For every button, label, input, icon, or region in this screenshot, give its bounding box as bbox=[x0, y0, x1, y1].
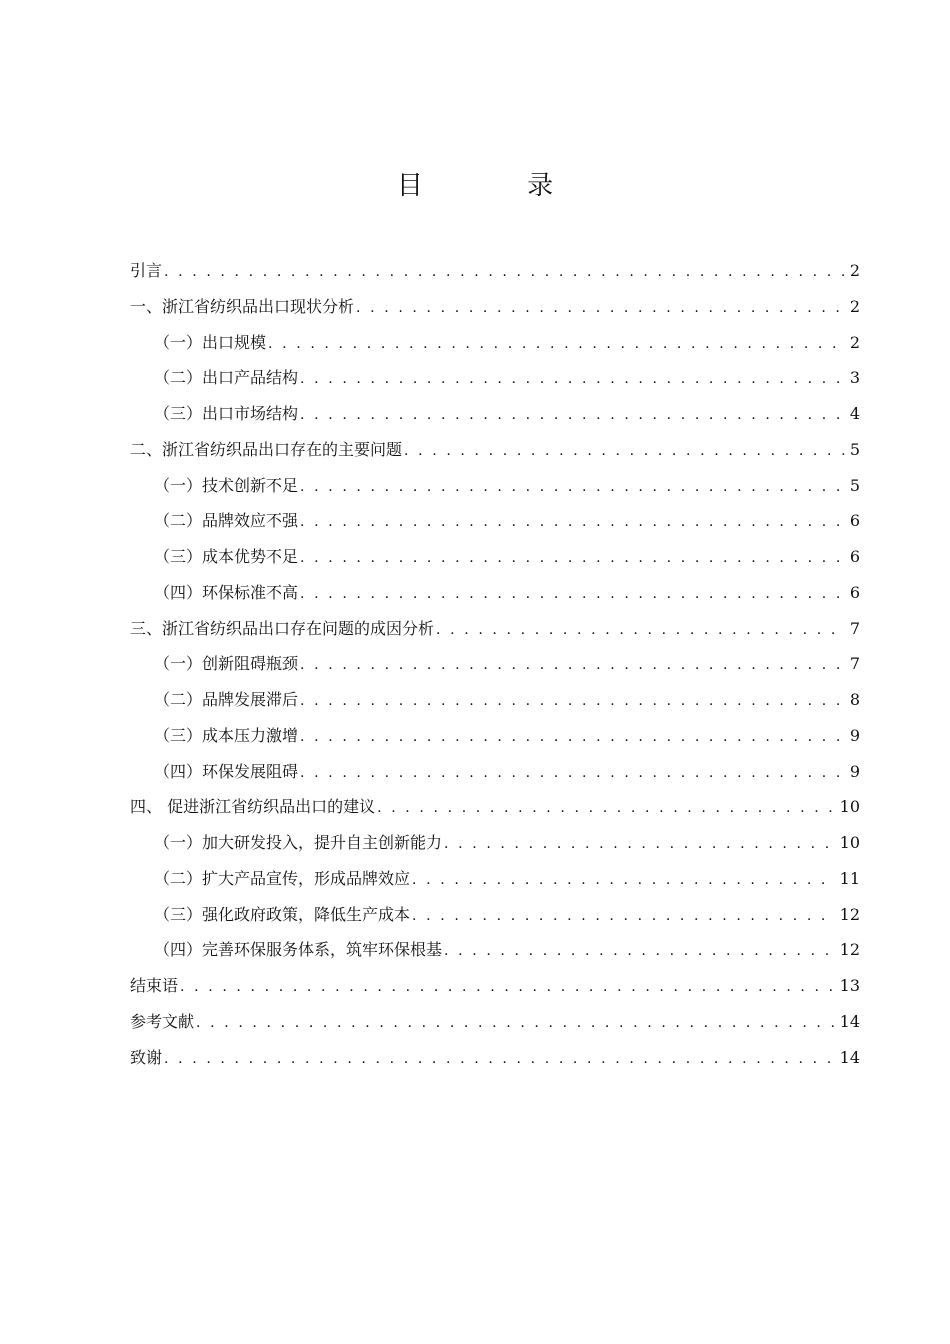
toc-entry-label: （二）品牌效应不强 bbox=[154, 511, 299, 531]
toc-entry-label: 致谢 bbox=[130, 1047, 163, 1067]
toc-entry[interactable] bbox=[130, 331, 860, 367]
toc-leader-dots bbox=[300, 367, 846, 391]
toc-entry[interactable] bbox=[130, 760, 860, 796]
toc-entry-label: 一、浙江省纺织品出口现状分析 bbox=[130, 296, 355, 316]
toc-entry-page: 12 bbox=[839, 940, 860, 960]
toc-entry-page: 13 bbox=[839, 976, 860, 995]
toc-entry[interactable] bbox=[130, 903, 860, 939]
toc-entry-label: （一）技术创新不足 bbox=[154, 475, 299, 495]
toc-leader-dots bbox=[436, 618, 846, 642]
toc-leader-dots bbox=[300, 403, 846, 427]
toc-entry[interactable] bbox=[130, 1010, 860, 1046]
toc-entry[interactable] bbox=[130, 402, 860, 438]
toc-entry[interactable] bbox=[130, 867, 860, 903]
toc-leader-dots bbox=[164, 260, 846, 284]
toc-leader-dots bbox=[268, 332, 846, 356]
toc-leader-dots bbox=[300, 510, 846, 534]
toc-entry-label: （三）成本优势不足 bbox=[154, 547, 299, 566]
toc-entry-page: 7 bbox=[849, 618, 860, 638]
toc-entry-label: （二）出口产品结构 bbox=[154, 368, 299, 388]
toc-entry-page: 8 bbox=[849, 690, 860, 709]
toc-leader-dots bbox=[412, 868, 836, 892]
toc-entry[interactable] bbox=[130, 1046, 860, 1082]
toc-entry[interactable] bbox=[130, 259, 860, 295]
toc-entry[interactable] bbox=[130, 617, 860, 653]
toc-entry-label: 三、浙江省纺织品出口存在问题的成因分析 bbox=[130, 618, 435, 638]
toc-entry-page: 11 bbox=[839, 868, 860, 888]
toc-leader-dots bbox=[300, 475, 846, 499]
toc-entry-page: 2 bbox=[849, 296, 860, 316]
toc-entry-page: 10 bbox=[839, 833, 860, 852]
toc-entry-page: 2 bbox=[849, 332, 860, 352]
toc-leader-dots bbox=[377, 796, 836, 820]
toc-leader-dots bbox=[300, 689, 846, 713]
toc-leader-dots bbox=[356, 296, 846, 320]
toc-entry[interactable] bbox=[130, 795, 860, 831]
toc-entry-label: （一）创新阻碍瓶颈 bbox=[154, 654, 299, 674]
toc-leader-dots bbox=[164, 1047, 836, 1071]
toc-leader-dots bbox=[300, 653, 846, 677]
toc-entry[interactable] bbox=[130, 688, 860, 724]
toc-entry-label: （二）扩大产品宣传，形成品牌效应 bbox=[154, 868, 411, 888]
toc-leader-dots bbox=[300, 582, 846, 606]
toc-entry-label: （四）环保发展阻碍 bbox=[154, 761, 299, 781]
toc-entry[interactable] bbox=[130, 295, 860, 331]
toc-entry[interactable] bbox=[130, 652, 860, 688]
toc-entry-page: 12 bbox=[839, 904, 860, 924]
toc-leader-dots bbox=[180, 975, 836, 999]
toc-entry-page: 14 bbox=[839, 1047, 860, 1067]
toc-entry-page: 10 bbox=[839, 797, 860, 817]
toc-entry-label: 参考文献 bbox=[130, 1011, 195, 1031]
toc-entry-label: （三）强化政府政策，降低生产成本 bbox=[154, 904, 411, 924]
toc-entry-label: 二、浙江省纺织品出口存在的主要问题 bbox=[130, 439, 403, 459]
table-of-contents bbox=[130, 259, 860, 1081]
toc-leader-dots bbox=[300, 546, 846, 570]
toc-entry[interactable] bbox=[130, 724, 860, 760]
toc-entry-page: 6 bbox=[849, 511, 860, 531]
toc-entry-label: （四）环保标准不高 bbox=[154, 582, 299, 602]
toc-entry[interactable] bbox=[130, 974, 860, 1010]
toc-leader-dots bbox=[300, 761, 846, 785]
toc-leader-dots bbox=[196, 1011, 836, 1035]
toc-entry-label: （三）出口市场结构 bbox=[154, 404, 299, 423]
toc-entry-label: （二）品牌发展滞后 bbox=[154, 690, 299, 709]
toc-entry-page: 7 bbox=[849, 654, 860, 674]
toc-entry[interactable] bbox=[130, 474, 860, 510]
toc-entry-label: 引言 bbox=[130, 261, 163, 280]
toc-leader-dots bbox=[300, 725, 846, 749]
toc-entry-page: 2 bbox=[849, 261, 860, 280]
toc-entry[interactable] bbox=[130, 438, 860, 474]
toc-entry-page: 9 bbox=[849, 725, 860, 745]
toc-entry-page: 6 bbox=[849, 582, 860, 602]
toc-entry[interactable] bbox=[130, 366, 860, 402]
toc-entry-label: （四）完善环保服务体系，筑牢环保根基 bbox=[154, 940, 443, 960]
toc-entry-label: （一）加大研发投入，提升自主创新能力 bbox=[154, 833, 443, 852]
toc-entry-page: 6 bbox=[849, 547, 860, 566]
toc-entry-page: 5 bbox=[849, 439, 860, 459]
toc-leader-dots bbox=[444, 939, 836, 963]
toc-entry[interactable] bbox=[130, 509, 860, 545]
toc-leader-dots bbox=[404, 439, 846, 463]
toc-entry-page: 14 bbox=[839, 1011, 860, 1031]
toc-entry-page: 5 bbox=[849, 475, 860, 495]
toc-entry-label: 四、 促进浙江省纺织品出口的建议 bbox=[130, 797, 376, 817]
toc-entry[interactable] bbox=[130, 831, 860, 867]
toc-entry[interactable] bbox=[130, 581, 860, 617]
toc-leader-dots bbox=[412, 904, 836, 928]
toc-entry[interactable] bbox=[130, 938, 860, 974]
toc-entry-label: （一）出口规模 bbox=[154, 332, 267, 352]
toc-entry-page: 9 bbox=[849, 761, 860, 781]
toc-entry-page: 4 bbox=[849, 404, 860, 423]
toc-entry[interactable] bbox=[130, 545, 860, 581]
toc-entry-label: （三）成本压力激增 bbox=[154, 725, 299, 745]
page-title: 目 录 bbox=[396, 171, 602, 201]
toc-entry-label: 结束语 bbox=[130, 976, 179, 995]
toc-entry-page: 3 bbox=[849, 368, 860, 388]
toc-leader-dots bbox=[444, 832, 836, 856]
